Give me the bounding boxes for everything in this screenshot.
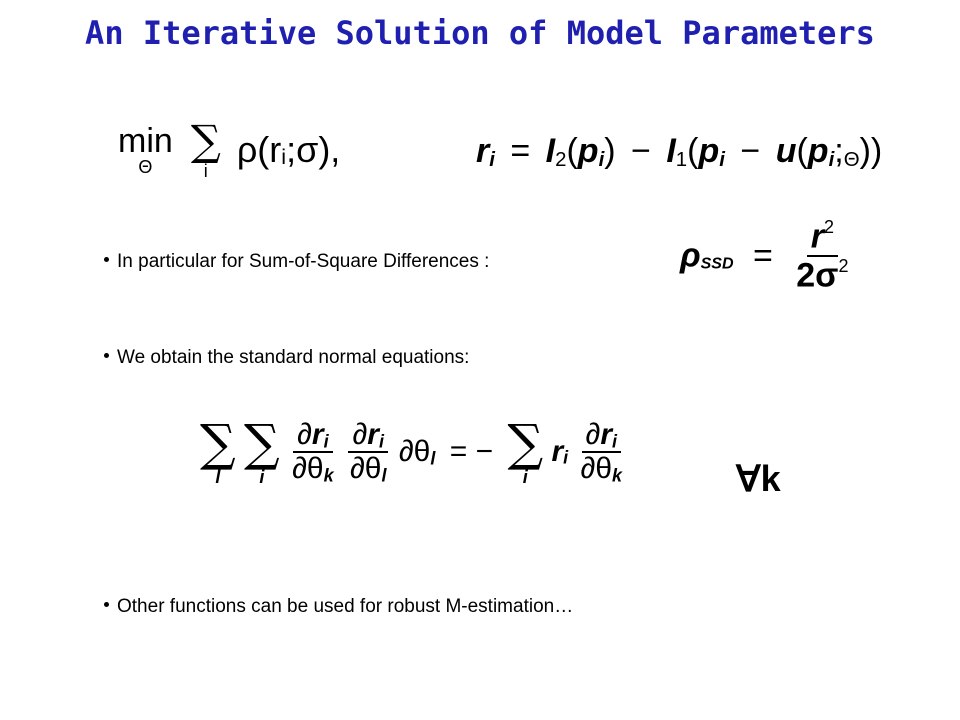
rho-function: ρ(r	[236, 129, 282, 170]
slide-title: An Iterative Solution of Model Parameters	[85, 14, 875, 52]
bullet-dot	[104, 257, 109, 262]
forall-k: ∀k	[736, 458, 781, 499]
sum-subscript: i	[203, 161, 208, 181]
min-operator: min	[118, 122, 173, 160]
objective-equation: min Θ ∑ i $\rho(r_i;\sigma)$,	[118, 116, 341, 181]
bullet-robust: Other functions can be used for robust M-estimation…	[104, 596, 573, 618]
min-subscript: Θ	[138, 157, 153, 177]
bullet-dot	[104, 602, 109, 607]
ssd-equation: $\rho_{SSD}$ = $\frac{r^2}{2\sigma^2}$	[680, 217, 849, 295]
normal-equations: ∑ l ∑ i $\frac{\partial r_i}{\partial\theta_k}$ $\frac{\partial r_i}{\partial\theta_l}$ $\partial\theta_l$ = − ∑ i $r_i$ $\frac{\partial r_i}{\partial\theta_k}$	[200, 414, 623, 487]
bullet-dot	[104, 353, 109, 358]
bullet-ssd: In particular for Sum-of-Square Differences :	[104, 251, 489, 273]
bullet-normal-equations: We obtain the standard normal equations:	[104, 347, 469, 369]
residual-equation: $r_i = I_2(p_i) - I_1(p_i$ − $u(p_i;_\Theta)$)	[476, 132, 883, 172]
